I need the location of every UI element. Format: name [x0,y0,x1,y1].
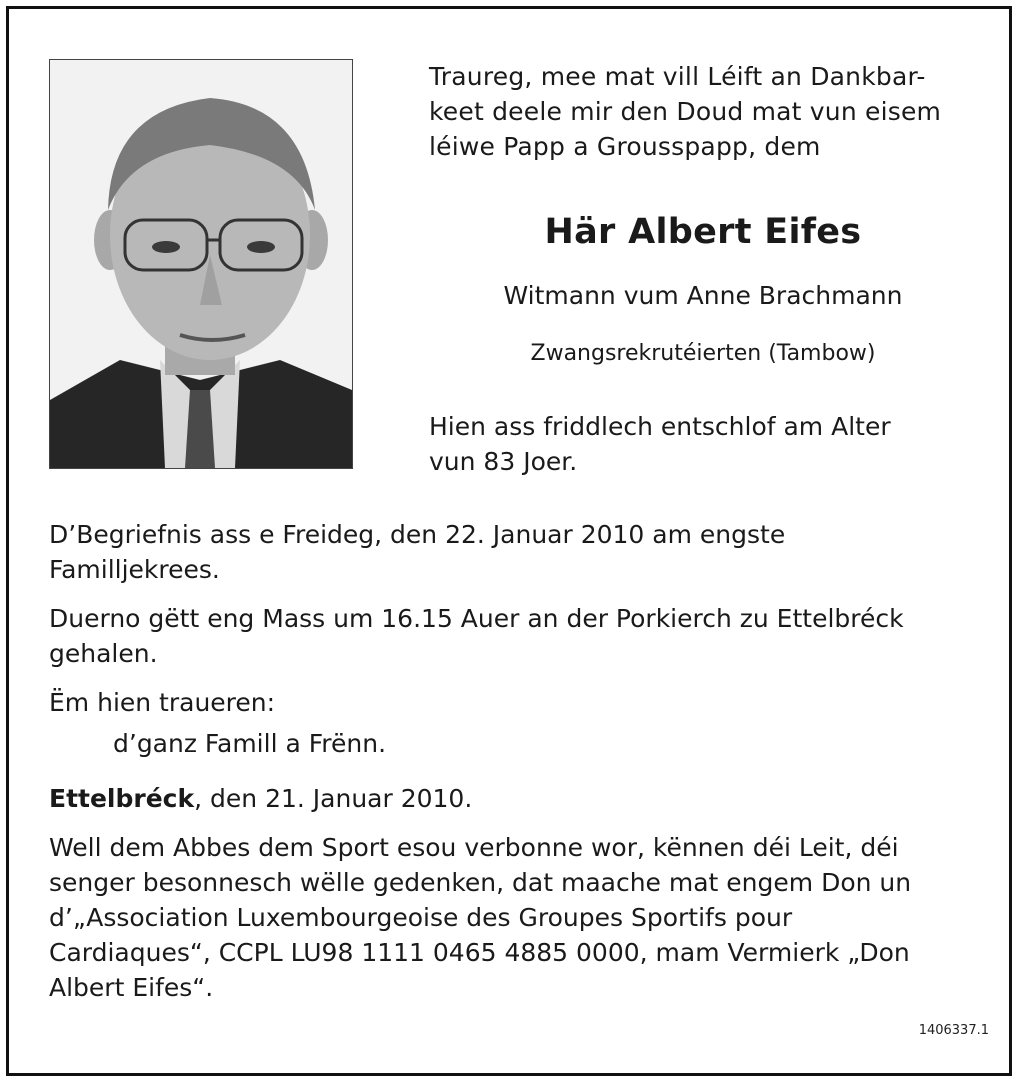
donation-line-5: Albert Eifes“. [49,973,214,1002]
intro-paragraph [429,59,977,164]
funeral-line-1: D’Begriefnis ass e Freideg, den 22. Januar 2010 am engste [49,520,786,549]
conscript-note: Zwangsrekrutéierten (Tambow) [530,341,876,366]
passing-line-2: vun 83 Joer. [429,447,578,476]
donation-line-1: Well dem Abbes dem Sport esou verbonne wor, kënnen déi Leit, déi [49,833,899,862]
mourners-names: d’ganz Famill a Frënn. [113,729,387,758]
passing-line-1: Hien ass friddlech entschlof am Alter [429,412,891,441]
portrait-photo [49,59,353,469]
donation-line-3: d’„Association Luxembourgeoise des Groupes Sportifs pour [49,903,793,932]
notice-body [49,517,977,1019]
place-date [49,781,977,816]
donation-line-4: Cardiaques“, CCPL LU98 1111 0465 4885 0000, mam Vermierk „Don [49,938,910,967]
obituary-notice [6,6,1012,1076]
intro-line-2: keet deele mir den Doud mat vun eisem [429,97,942,126]
passing-paragraph [429,409,977,479]
mass-paragraph [49,601,977,671]
portrait-illustration [50,60,352,468]
mass-line-2: gehalen. [49,639,158,668]
place-name: Ettelbréck [49,784,195,813]
funeral-paragraph [49,517,977,587]
reference-number: 1406337.1 [918,1023,989,1038]
mourners-intro: Ëm hien traueren: [49,688,276,717]
intro-line-3: léiwe Papp a Grousspapp, dem [429,132,821,161]
intro-line-1: Traureg, mee mat vill Léift an Dankbar- [429,62,926,91]
widower-line: Witmann vum Anne Brachmann [503,281,903,310]
donation-paragraph [49,830,977,1005]
date-text: , den 21. Januar 2010. [194,784,473,813]
funeral-line-2: Familljekrees. [49,555,220,584]
deceased-name: Här Albert Eifes [544,212,862,252]
donation-line-2: senger besonnesch wëlle gedenken, dat maache mat engem Don un [49,868,912,897]
mass-line-1: Duerno gëtt eng Mass um 16.15 Auer an der Porkierch zu Ettelbréck [49,604,904,633]
